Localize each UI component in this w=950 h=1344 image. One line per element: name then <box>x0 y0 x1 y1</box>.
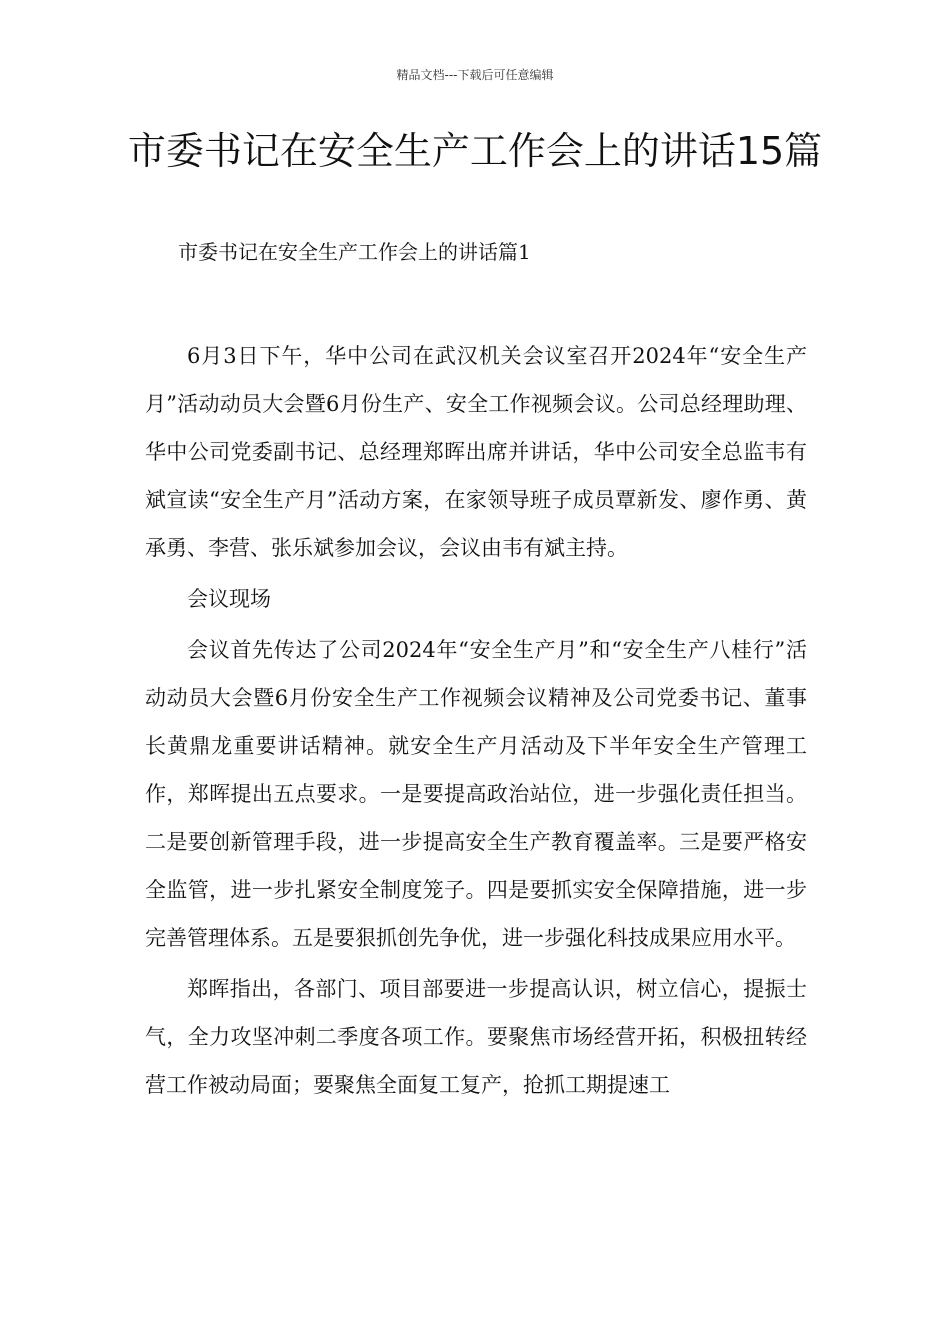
header-note: 精品文档---下载后可任意编辑 <box>396 68 554 82</box>
body-paragraph: 郑晖指出，各部门、项目部要进一步提高认识，树立信心，提振士气，全力攻坚冲刺二季度各项工作。要聚焦市场经营开拓，积极扭转经营工作被动局面；要聚焦全面复工复产，抢抓工期提速工 <box>145 977 807 1097</box>
body-paragraph: 会议首先传达了公司2024年“安全生产月”和“安全生产八桂行”活动动员大会暨6月份安全生产工作视频会议精神及公司党委书记、董事长黄鼎龙重要讲话精神。就安全生产月活动及下半年安全生产管理工作，郑晖提出五点要求。一是要提高政治站位，进一步强化责任担当。二是要创新管理手段，进一步提高安全生产教育覆盖率。三是要严格安全监管，进一步扎紧安全制度笼子。四是要抓实安全保障措施，进一步完善管理体系。五是要狠抓创先争优，进一步强化科技成果应用水平。 <box>145 638 807 950</box>
body-paragraph: 6月3日下午，华中公司在武汉机关会议室召开2024年“安全生产月”活动动员大会暨6月份生产、安全工作视频会议。公司总经理助理、华中公司党委副书记、总经理郑晖出席并讲话，华中公司安全总监韦有斌宣读“安全生产月”活动方案，在家领导班子成员覃新发、廖作勇、黄承勇、李营、张乐斌参加会议，会议由韦有斌主持。 <box>145 344 807 560</box>
document-subtitle: 市委书记在安全生产工作会上的讲话篇1 <box>178 240 531 264</box>
document-body <box>145 332 807 1112</box>
section-heading: 会议现场 <box>187 587 271 611</box>
document-title: 市委书记在安全生产工作会上的讲话15篇 <box>127 129 823 173</box>
